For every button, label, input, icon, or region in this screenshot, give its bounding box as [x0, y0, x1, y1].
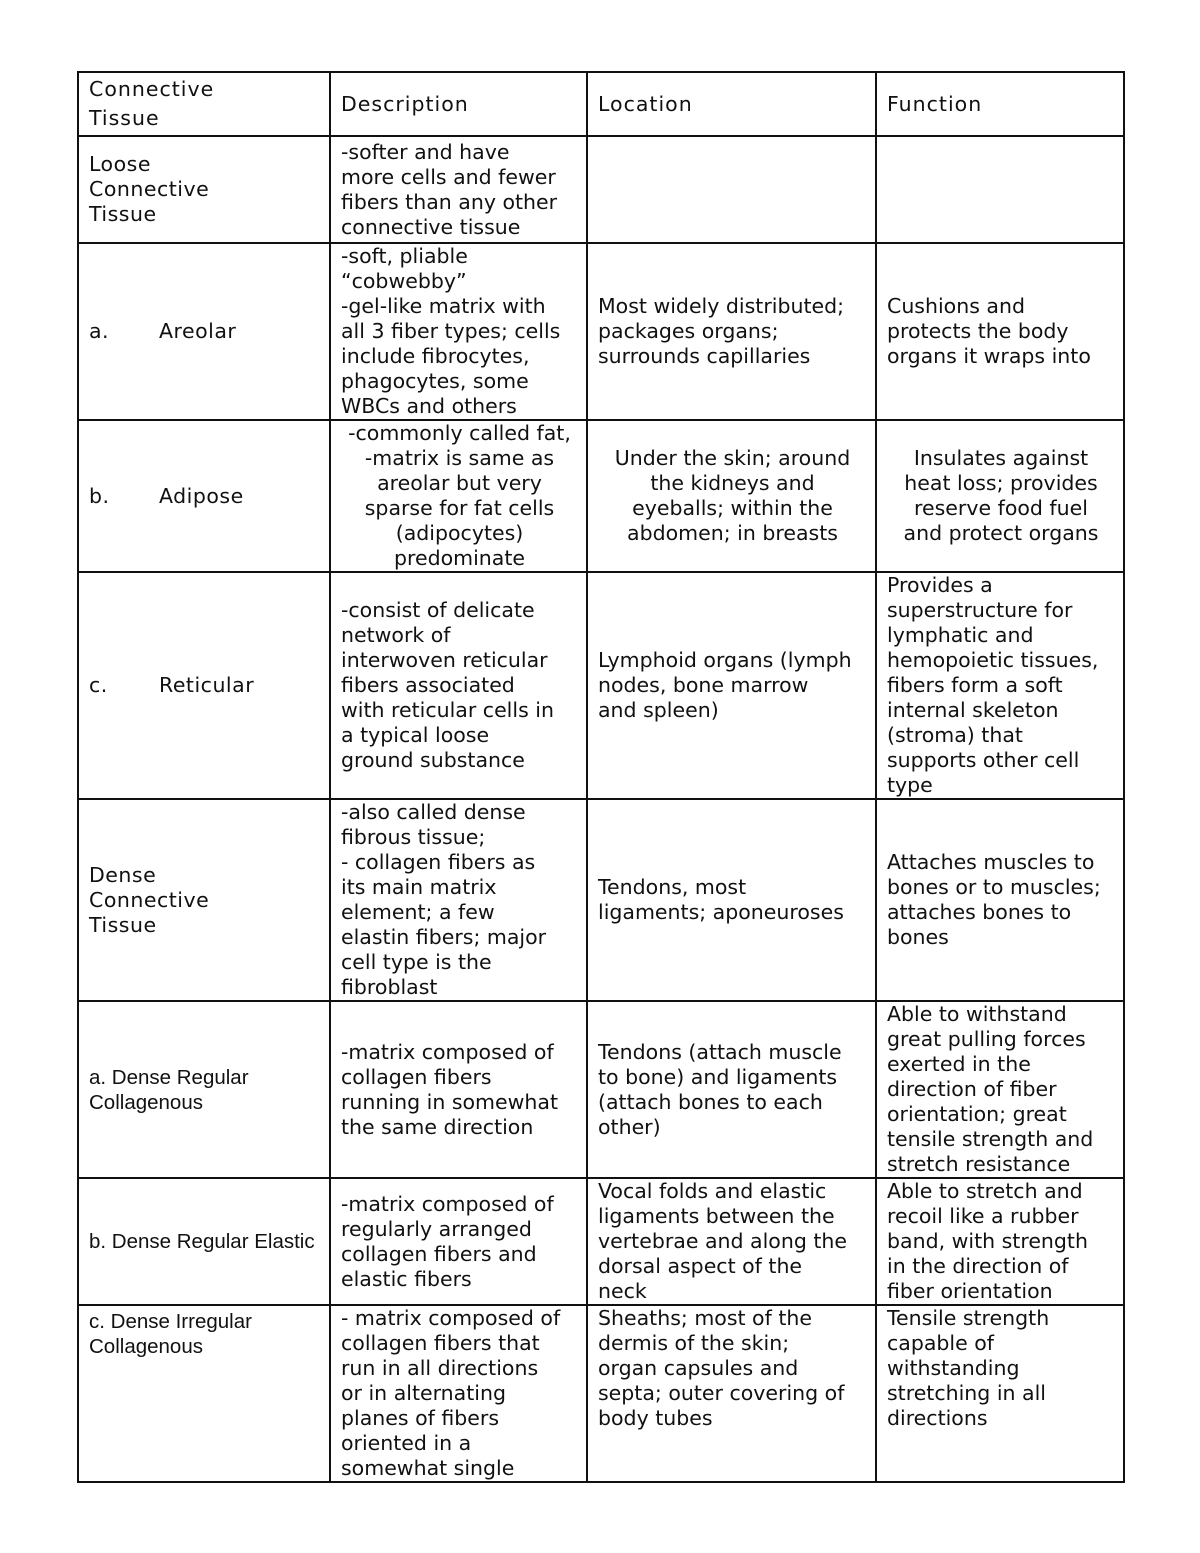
function-cell: Able to withstand great pulling forces exerted in the direction of fiber orientation; great tensile strength and stretch resistance — [876, 1001, 1124, 1178]
function-cell: Insulates against heat loss; provides reserve food fuel and protect organs — [876, 420, 1124, 572]
function-cell — [876, 136, 1124, 243]
header-connective-tissue: Connective Tissue — [78, 72, 330, 136]
tissue-name — [78, 420, 330, 572]
description-cell: -softer and have more cells and fewer fibers than any other connective tissue — [330, 136, 587, 243]
table-row — [78, 243, 1124, 420]
location-cell: Under the skin; around the kidneys and eyeballs; within the abdomen; in breasts — [587, 420, 876, 572]
description-cell: -matrix composed of regularly arranged collagen fibers and elastic fibers — [330, 1178, 587, 1305]
tissue-name: Loose Connective Tissue — [78, 136, 330, 243]
table-row — [78, 572, 1124, 799]
description-cell: -matrix composed of collagen fibers running in somewhat the same direction — [330, 1001, 587, 1178]
function-cell: Provides a superstructure for lymphatic and hemopoietic tissues, fibers form a soft internal skeleton (stroma) that supports other cell type — [876, 572, 1124, 799]
location-cell: Sheaths; most of the dermis of the skin; organ capsules and septa; outer covering of body tubes — [587, 1305, 876, 1482]
location-cell — [587, 136, 876, 243]
description-cell: -consist of delicate network of interwoven reticular fibers associated with reticular cells in a typical loose ground substance — [330, 572, 587, 799]
tissue-label: Areolar — [159, 319, 237, 343]
tissue-name — [78, 572, 330, 799]
description-cell: - matrix composed of collagen fibers that run in all directions or in alternating planes of fibers oriented in a somewhat single — [330, 1305, 587, 1482]
tissue-name: c. Dense Irregular Collagenous — [78, 1305, 330, 1482]
description-cell: -soft, pliable “cobwebby” -gel-like matrix with all 3 fiber types; cells include fibrocytes, phagocytes, some WBCs and others — [330, 243, 587, 420]
tissue-name: Dense Connective Tissue — [78, 799, 330, 1001]
tissue-name: a. Dense Regular Collagenous — [78, 1001, 330, 1178]
table-row — [78, 136, 1124, 243]
tissue-name — [78, 243, 330, 420]
table-row — [78, 1305, 1124, 1482]
tissue-letter: a. — [89, 319, 110, 343]
function-cell: Tensile strength capable of withstanding stretching in all directions — [876, 1305, 1124, 1482]
table-row — [78, 420, 1124, 572]
location-cell: Lymphoid organs (lymph nodes, bone marrow and spleen) — [587, 572, 876, 799]
location-cell: Most widely distributed; packages organs; surrounds capillaries — [587, 243, 876, 420]
tissue-label: Reticular — [159, 673, 255, 697]
header-function: Function — [876, 72, 1124, 136]
description-cell: -also called dense fibrous tissue; - collagen fibers as its main matrix element; a few elastin fibers; major cell type is the fibroblast — [330, 799, 587, 1001]
connective-tissue-table — [77, 71, 1125, 1483]
location-cell: Vocal folds and elastic ligaments between the vertebrae and along the dorsal aspect of the neck — [587, 1178, 876, 1305]
description-cell: -commonly called fat, -matrix is same as areolar but very sparse for fat cells (adipocytes) predominate — [330, 420, 587, 572]
header-description: Description — [330, 72, 587, 136]
table-row — [78, 1001, 1124, 1178]
table-row — [78, 1178, 1124, 1305]
header-row — [78, 72, 1124, 136]
function-cell: Attaches muscles to bones or to muscles; attaches bones to bones — [876, 799, 1124, 1001]
tissue-name: b. Dense Regular Elastic — [78, 1178, 330, 1305]
header-location: Location — [587, 72, 876, 136]
function-cell: Able to stretch and recoil like a rubber band, with strength in the direction of fiber orientation — [876, 1178, 1124, 1305]
location-cell: Tendons (attach muscle to bone) and ligaments (attach bones to each other) — [587, 1001, 876, 1178]
tissue-label: Adipose — [159, 483, 244, 508]
tissue-letter: b. — [89, 483, 110, 508]
function-cell: Cushions and protects the body organs it wraps into — [876, 243, 1124, 420]
tissue-letter: c. — [89, 673, 108, 697]
table-row — [78, 799, 1124, 1001]
location-cell: Tendons, most ligaments; aponeuroses — [587, 799, 876, 1001]
